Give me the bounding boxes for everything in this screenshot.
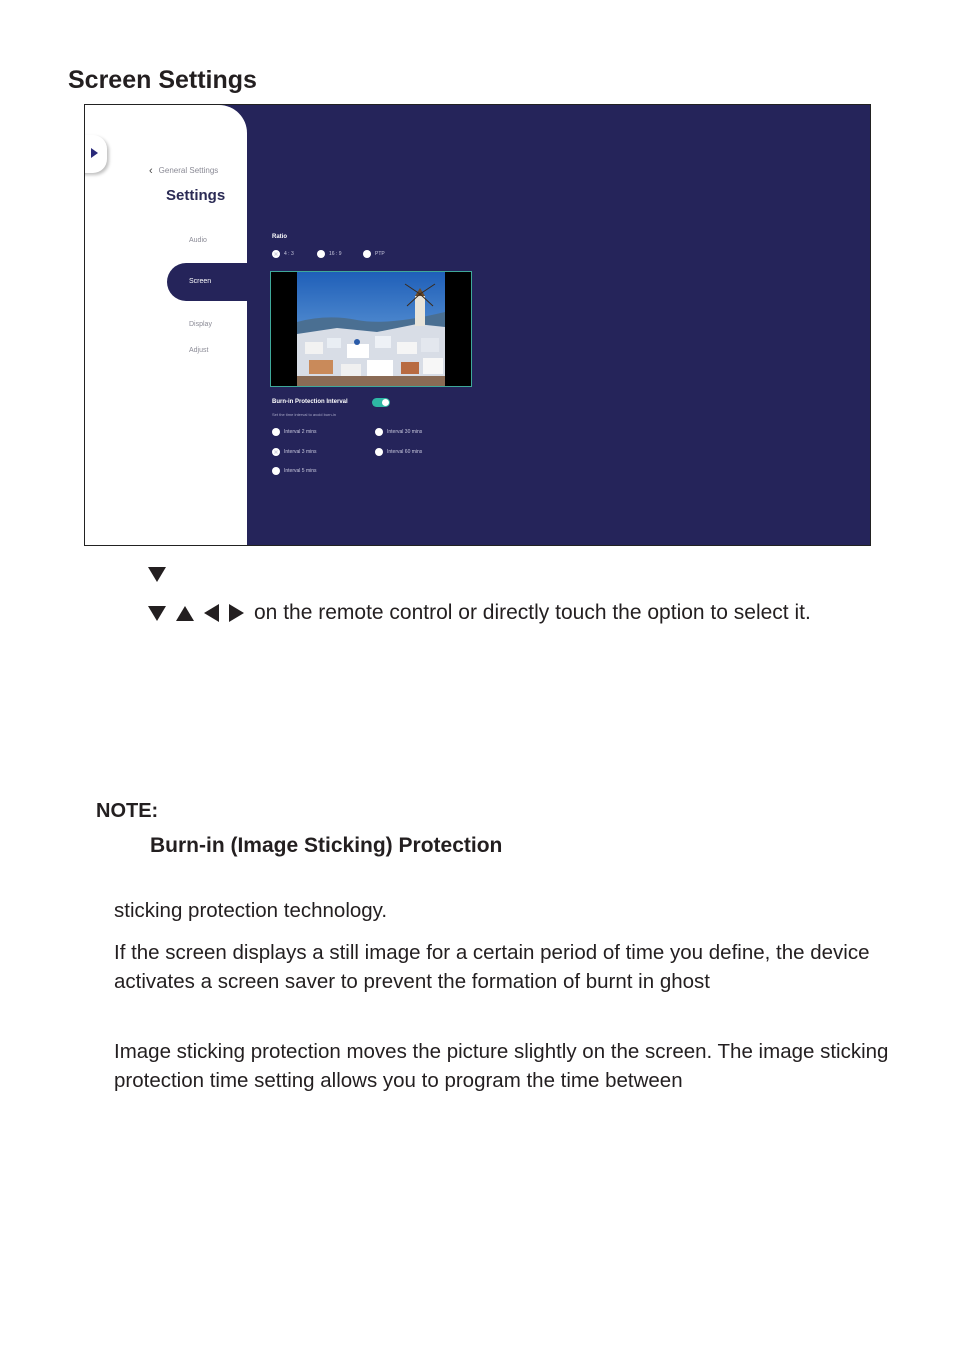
- paragraph-3: Image sticking protection moves the picture slightly on the screen. The image sticking protection time setting allows you to program the time between: [114, 1040, 889, 1092]
- sidebar-item-label: Screen: [189, 278, 212, 285]
- sidebar-title: Settings: [166, 187, 226, 204]
- settings-screenshot: [84, 104, 871, 546]
- interval-option-label: Interval 60 mins: [387, 449, 423, 455]
- radio-icon: [363, 250, 371, 258]
- right-arrow-icon: [229, 604, 244, 622]
- breadcrumb[interactable]: [149, 165, 218, 177]
- paragraph-1: sticking protection technology.: [114, 899, 388, 922]
- ratio-preview-image: [270, 271, 472, 387]
- radio-icon: [272, 428, 280, 436]
- ratio-label: Ratio: [272, 234, 287, 240]
- interval-option-60[interactable]: [375, 448, 422, 456]
- left-arrow-icon: [204, 604, 219, 622]
- interval-option-label: Interval 2 mins: [284, 429, 317, 435]
- burn-in-toggle[interactable]: [372, 398, 390, 407]
- sidebar-item-audio[interactable]: Audio: [189, 237, 207, 244]
- play-icon: [91, 148, 98, 158]
- page-title: Screen Settings: [68, 66, 257, 94]
- radio-icon: [375, 428, 383, 436]
- burn-in-label: Burn-in Protection Interval: [272, 399, 348, 405]
- down-arrow-icon: [148, 606, 166, 621]
- note-label: NOTE:: [96, 800, 159, 822]
- ratio-option-label: PTP: [375, 251, 385, 257]
- burn-in-description: Set the time interval to avoid burn-in: [272, 412, 337, 417]
- paragraph-2: If the screen displays a still image for a certain period of time you define, the device activates a screen saver to prevent the formation of burnt in ghost: [114, 941, 870, 993]
- interval-option-label: Interval 5 mins: [284, 468, 317, 474]
- sidebar-item-screen[interactable]: [167, 263, 267, 301]
- radio-icon: [317, 250, 325, 258]
- expand-tab[interactable]: [84, 135, 107, 173]
- ratio-option-16-9[interactable]: [317, 250, 342, 258]
- radio-icon: [272, 467, 280, 475]
- down-arrow-icon: [148, 567, 166, 582]
- note-heading: Burn-in (Image Sticking) Protection: [150, 834, 503, 857]
- instruction-text: on the remote control or directly touch the option to select it.: [254, 601, 811, 624]
- settings-sidebar: [85, 105, 247, 545]
- ratio-option-ptp[interactable]: [363, 250, 385, 258]
- interval-option-label: Interval 30 mins: [387, 429, 423, 435]
- ratio-option-label: 16 : 9: [329, 251, 342, 257]
- radio-icon: [375, 448, 383, 456]
- interval-option-2[interactable]: [272, 428, 317, 436]
- ratio-option-4-3[interactable]: [272, 250, 294, 258]
- interval-option-5[interactable]: [272, 467, 317, 475]
- interval-option-label: Interval 3 mins: [284, 449, 317, 455]
- radio-selected-icon: [272, 250, 280, 258]
- sidebar-item-display[interactable]: Display: [189, 321, 212, 328]
- radio-selected-icon: [272, 448, 280, 456]
- interval-option-30[interactable]: [375, 428, 422, 436]
- interval-option-3[interactable]: [272, 448, 317, 456]
- santorini-photo: [297, 272, 445, 386]
- ratio-option-label: 4 : 3: [284, 251, 294, 257]
- navigation-instruction: [148, 600, 811, 626]
- up-arrow-icon: [176, 606, 194, 621]
- down-arrow-line: [148, 561, 176, 587]
- chevron-left-icon: ‹: [149, 165, 153, 177]
- sidebar-item-adjust[interactable]: Adjust: [189, 347, 209, 354]
- breadcrumb-label: General Settings: [158, 166, 219, 175]
